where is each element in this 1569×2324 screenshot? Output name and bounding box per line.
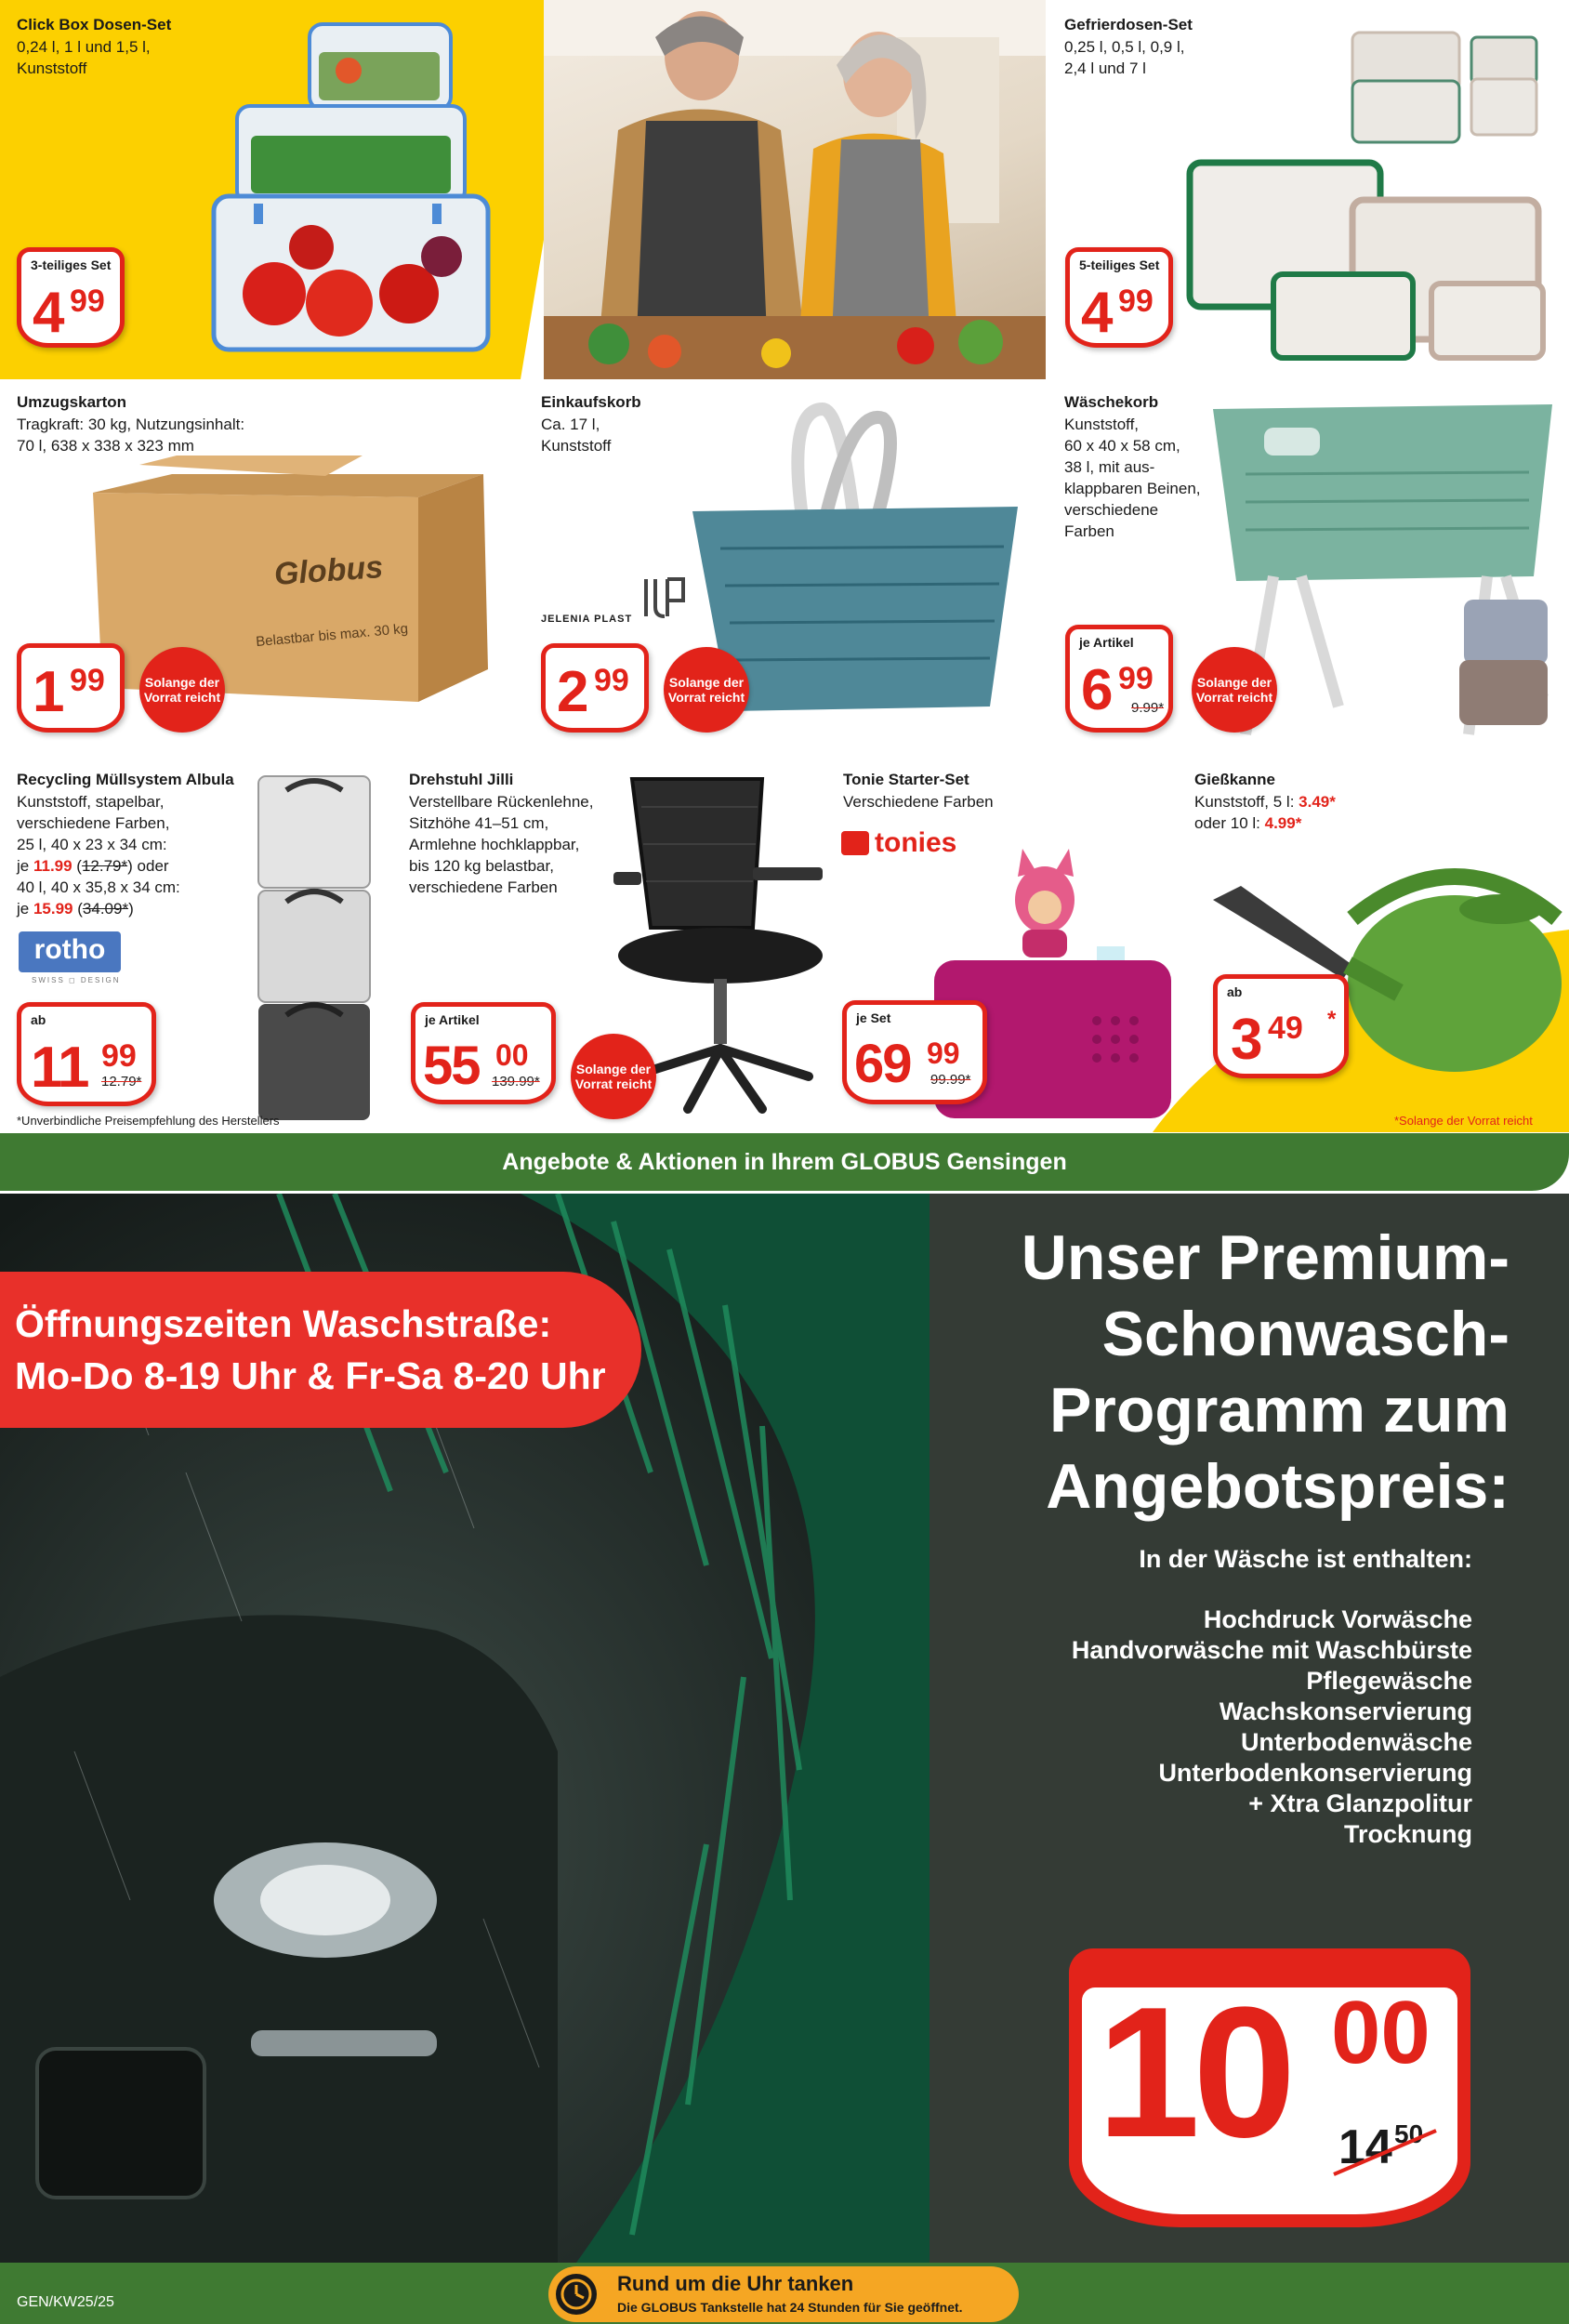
stock-note-badge: Solange der Vorrat reicht [571, 1034, 656, 1119]
fuel-pill [548, 2266, 1019, 2322]
product-desc: Kunststoff, 5 l: 3.49* oder 10 l: 4.99* [1194, 793, 1336, 832]
product-title: Einkaufskorb [541, 393, 641, 411]
issue-code: GEN/KW25/25 [17, 2294, 114, 2310]
product-title: Click Box Dosen-Set [17, 16, 172, 33]
footnote-left: *Unverbindliche Preisempfehlung des Herstellers [17, 1114, 280, 1128]
brand-logo-icon [641, 574, 688, 621]
wash-price-badge [1069, 1948, 1470, 2227]
price-badge: 3-teiliges Set 4 99 [17, 247, 125, 348]
wash-headline: Unser Premium- Schonwasch- Programm zum Angebotspreis: [1021, 1222, 1510, 1522]
wash-item: Wachskonservierung [1219, 1697, 1472, 1725]
product-desc: Verschiedene Farben [843, 793, 994, 811]
box-brand: Globus [272, 548, 385, 593]
included-label: In der Wäsche ist enthalten: [1139, 1545, 1472, 1573]
price-badge: 1 99 [17, 643, 125, 733]
wash-item: Unterbodenkonservierung [1158, 1759, 1472, 1787]
wash-old-price-int: 14 [1338, 2120, 1392, 2174]
footnote-right: *Solange der Vorrat reicht [1394, 1114, 1533, 1128]
rotho-logo: rotho [19, 931, 121, 972]
car-wash-section [0, 1194, 1569, 2263]
rotho-sub: SWISS ◻ DESIGN [32, 976, 121, 984]
product-title: Gefrierdosen-Set [1064, 16, 1193, 33]
product-desc: 0,25 l, 0,5 l, 0,9 l, 2,4 l und 7 l [1064, 38, 1185, 77]
product-title: Drehstuhl Jilli [409, 771, 514, 788]
product-title: Tonie Starter-Set [843, 771, 969, 788]
kitchen-photo [544, 0, 1046, 379]
price-badge: 5-teiliges Set 4 99 [1065, 247, 1173, 348]
recycling-bins-image [249, 772, 379, 1125]
wash-item: Handvorwäsche mit Waschbürste [1071, 1636, 1472, 1664]
fuel-title: Rund um die Uhr tanken [617, 2272, 854, 2295]
price-badge: je Set 69 99 99.99* [842, 1000, 987, 1104]
clock-icon [556, 2274, 597, 2315]
freezer-containers-image [1180, 23, 1552, 367]
wash-item: Hochdruck Vorwäsche [1203, 1605, 1472, 1633]
product-desc: Verstellbare Rückenlehne, Sitzhöhe 41–51 cm, Armlehne hochklappbar, bis 120 kg belastbar, verschiedene Farben [409, 793, 594, 896]
wash-item: + Xtra Glanzpolitur [1248, 1789, 1472, 1817]
stock-note-badge: Solange der Vorrat reicht [1192, 647, 1277, 733]
product-title: Umzugskarton [17, 393, 127, 411]
wash-item: Trocknung [1343, 1820, 1472, 1848]
hours-text: Öffnungszeiten Waschstraße: Mo-Do 8-19 Uhr & Fr-Sa 8-20 Uhr [15, 1302, 606, 1397]
product-title: Wäschekorb [1064, 393, 1159, 411]
price-badge: je Artikel 55 00 139.99* [411, 1002, 556, 1104]
wash-items-list [1072, 1604, 1472, 1850]
basket-brand: JELENIA PLAST [541, 614, 633, 625]
product-title: Recycling Müllsystem Albula [17, 771, 234, 788]
product-desc: Kunststoff, stapelbar, verschiedene Farben, 25 l, 40 x 23 x 34 cm: je 11.99 (12.79*) oder 40 l, 40 x 35,8 x 34 cm: je 15.99 (34.09*) [17, 793, 180, 918]
box-text: Belastbar bis max. 30 kg [255, 620, 409, 651]
price-badge: 2 99 [541, 643, 649, 733]
product-desc: Kunststoff, 60 x 40 x 58 cm, 38 l, mit aus- klappbaren Beinen, verschiedene Farben [1064, 416, 1201, 540]
product-title: Gießkanne [1194, 771, 1275, 788]
wash-price-dec: 00 [1331, 1983, 1431, 2082]
price-badge: je Artikel 6 99 9.99* [1065, 625, 1173, 733]
product-desc: Tragkraft: 30 kg, Nutzungsinhalt: 70 l, 638 x 338 x 323 mm [17, 416, 245, 455]
fuel-subtitle: Die GLOBUS Tankstelle hat 24 Stunden für Sie geöffnet. [617, 2300, 963, 2315]
wash-item: Pflegewäsche [1306, 1667, 1472, 1695]
tonies-logo: tonies [841, 827, 956, 859]
price-badge: ab 11 99 12.79* [17, 1002, 156, 1106]
strike-line [1329, 2123, 1441, 2179]
wash-price-int: 10 [1097, 1969, 1289, 2176]
store-banner: Angebote & Aktionen in Ihrem GLOBUS Gensingen [0, 1133, 1569, 1191]
stock-note-badge: Solange der Vorrat reicht [664, 647, 749, 733]
product-desc: Ca. 17 l, Kunststoff [541, 416, 612, 455]
stock-note-badge: Solange der Vorrat reicht [139, 647, 225, 733]
opening-hours-pill [0, 1272, 641, 1428]
container-set-image [209, 15, 502, 359]
tonies-icon [841, 831, 869, 855]
wash-item: Unterbodenwäsche [1240, 1728, 1472, 1756]
product-desc: 0,24 l, 1 l und 1,5 l, Kunststoff [17, 38, 151, 77]
wash-old-price-dec: 50 [1394, 2119, 1424, 2148]
price-badge: ab 3 49 * [1213, 974, 1349, 1078]
